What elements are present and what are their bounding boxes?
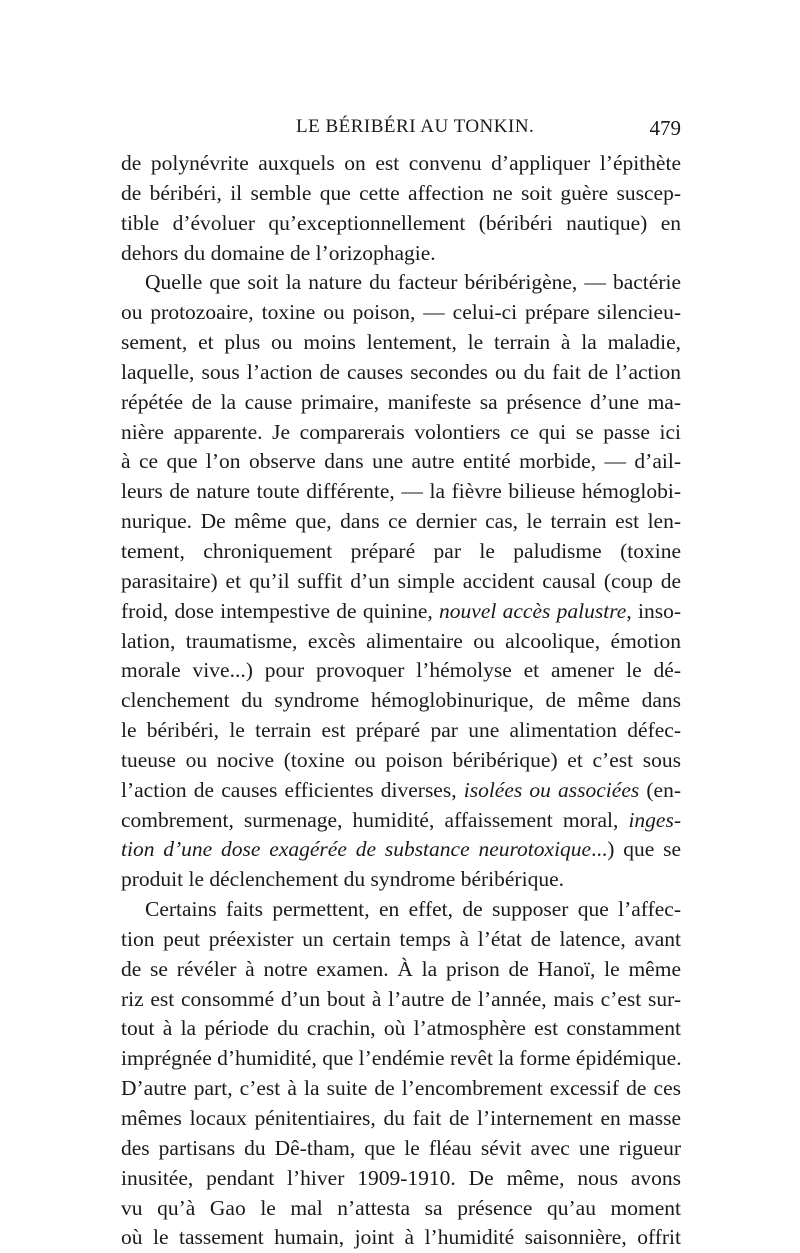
- text-line: [121, 865, 681, 895]
- text-segment: tueuse ou nocive (toxine ou poison béribérique) et c’est sous: [121, 747, 681, 772]
- text-line: [121, 239, 681, 269]
- text-segment: tout à la période du crachin, où l’atmosphère est constamment: [121, 1016, 681, 1041]
- text-segment: des partisans du Dê-tham, que le fléau sévit avec une rigueur: [121, 1135, 681, 1160]
- text-segment: produit le déclenchement du syndrome béribérique.: [121, 867, 564, 892]
- text-line: [121, 835, 681, 865]
- italic-text-segment: isolées ou associées: [463, 777, 640, 802]
- text-segment: ...) que se: [591, 837, 681, 862]
- text-segment: Quelle que soit la nature du facteur béribérigène, — bactérie: [145, 270, 681, 295]
- text-segment: parasitaire) et qu’il suffit d’un simple accident causal (coup de: [121, 568, 681, 593]
- text-line: [121, 298, 681, 328]
- text-line: [121, 716, 681, 746]
- text-segment: à ce que l’on observe dans une autre entité morbide, — d’ail-: [121, 449, 681, 474]
- italic-text-segment: inges-: [628, 807, 681, 832]
- page-number: 479: [649, 116, 681, 140]
- text-line: [121, 328, 681, 358]
- text-line: [121, 1164, 681, 1194]
- text-segment: combrement, surmenage, humidité, affaissement moral,: [121, 807, 629, 832]
- text-line: [121, 1134, 681, 1164]
- running-head: [121, 112, 681, 146]
- text-segment: lation, traumatisme, excès alimentaire ou alcoolique, émotion: [121, 628, 681, 653]
- text-line: [121, 955, 681, 985]
- text-line: [121, 358, 681, 388]
- text-line: [121, 686, 681, 716]
- text-line: [121, 388, 681, 418]
- text-segment: riz est consommé d’un bout à l’autre de l’année, mais c’est sur-: [121, 986, 681, 1011]
- text-line: [121, 776, 681, 806]
- text-line: [121, 1194, 681, 1224]
- text-line: [121, 597, 681, 627]
- text-line: [121, 1074, 681, 1104]
- text-segment: ou protozoaire, toxine ou poison, — celui-ci prépare silencieu-: [121, 300, 681, 325]
- body-text: [121, 149, 681, 1253]
- text-line: [121, 179, 681, 209]
- text-line: [121, 1044, 681, 1074]
- text-segment: leurs de nature toute différente, — la fièvre bilieuse hémoglobi-: [121, 479, 681, 504]
- text-line: [121, 806, 681, 836]
- text-segment: de se révéler à notre examen. À la prison de Hanoï, le même: [121, 956, 681, 981]
- text-segment: inusitée, pendant l’hiver 1909-1910. De même, nous avons: [121, 1165, 681, 1190]
- text-line: [121, 418, 681, 448]
- text-segment: vu qu’à Gao le mal n’attesta sa présence qu’au moment: [121, 1195, 681, 1220]
- text-line: [121, 567, 681, 597]
- italic-text-segment: tion d’une dose exagérée de substance neurotoxique: [121, 837, 592, 862]
- text-line: [121, 627, 681, 657]
- text-segment: imprégnée d’humidité, que l’endémie revêt la forme épidémique.: [121, 1046, 682, 1071]
- text-segment: clenchement du syndrome hémoglobinurique, de même dans: [121, 688, 681, 713]
- text-segment: tion peut préexister un certain temps à l’état de latence, avant: [121, 926, 681, 951]
- text-segment: nière apparente. Je comparerais volontiers ce qui se passe ici: [121, 419, 681, 444]
- text-segment: sement, et plus ou moins lentement, le terrain à la maladie,: [121, 330, 681, 355]
- text-line: [121, 895, 681, 925]
- text-segment: l’action de causes efficientes diverses,: [121, 777, 464, 802]
- text-segment: laquelle, sous l’action de causes secondes ou du fait de l’action: [121, 359, 681, 384]
- text-line: [121, 1104, 681, 1134]
- text-line: [121, 447, 681, 477]
- text-segment: répétée de la cause primaire, manifeste sa présence d’une ma-: [121, 389, 681, 414]
- text-line: [121, 1223, 681, 1253]
- text-line: [121, 1014, 681, 1044]
- text-segment: nurique. De même que, dans ce dernier cas, le terrain est len-: [121, 509, 681, 534]
- text-segment: mêmes locaux pénitentiaires, du fait de l’internement en masse: [121, 1106, 681, 1130]
- text-line: [121, 507, 681, 537]
- text-segment: froid, dose intempestive de quinine,: [121, 598, 440, 623]
- text-line: [121, 209, 681, 239]
- text-segment: Certains faits permettent, en effet, de supposer que l’affec-: [145, 897, 681, 922]
- text-line: [121, 985, 681, 1015]
- text-segment: tement, chroniquement préparé par le paludisme (toxine: [121, 538, 681, 563]
- text-segment: où le tassement humain, joint à l’humidité saisonnière, offrit: [121, 1225, 681, 1250]
- text-segment: D’autre part, c’est à la suite de l’encombrement excessif de ces: [121, 1076, 681, 1101]
- text-segment: de polynévrite auxquels on est convenu d’appliquer l’épithète: [121, 151, 681, 175]
- text-line: [121, 656, 681, 686]
- running-title: LE BÉRIBÉRI AU TONKIN.: [296, 116, 535, 137]
- text-line: [121, 149, 681, 179]
- italic-text-segment: nouvel accès palustre: [439, 598, 627, 623]
- text-line: [121, 268, 681, 298]
- text-line: [121, 537, 681, 567]
- text-segment: le béribéri, le terrain est préparé par une alimentation défec-: [121, 718, 681, 743]
- text-segment: , inso-: [626, 598, 682, 623]
- text-segment: dehors du domaine de l’orizophagie.: [121, 240, 436, 265]
- text-segment: tible d’évoluer qu’exceptionnellement (béribéri nautique) en: [121, 210, 681, 235]
- text-line: [121, 925, 681, 955]
- text-segment: de béribéri, il semble que cette affection ne soit guère suscep-: [121, 180, 681, 205]
- text-segment: morale vive...) pour provoquer l’hémolyse et amener le dé-: [121, 658, 681, 683]
- text-line: [121, 477, 681, 507]
- text-line: [121, 746, 681, 776]
- text-segment: (en-: [639, 777, 681, 802]
